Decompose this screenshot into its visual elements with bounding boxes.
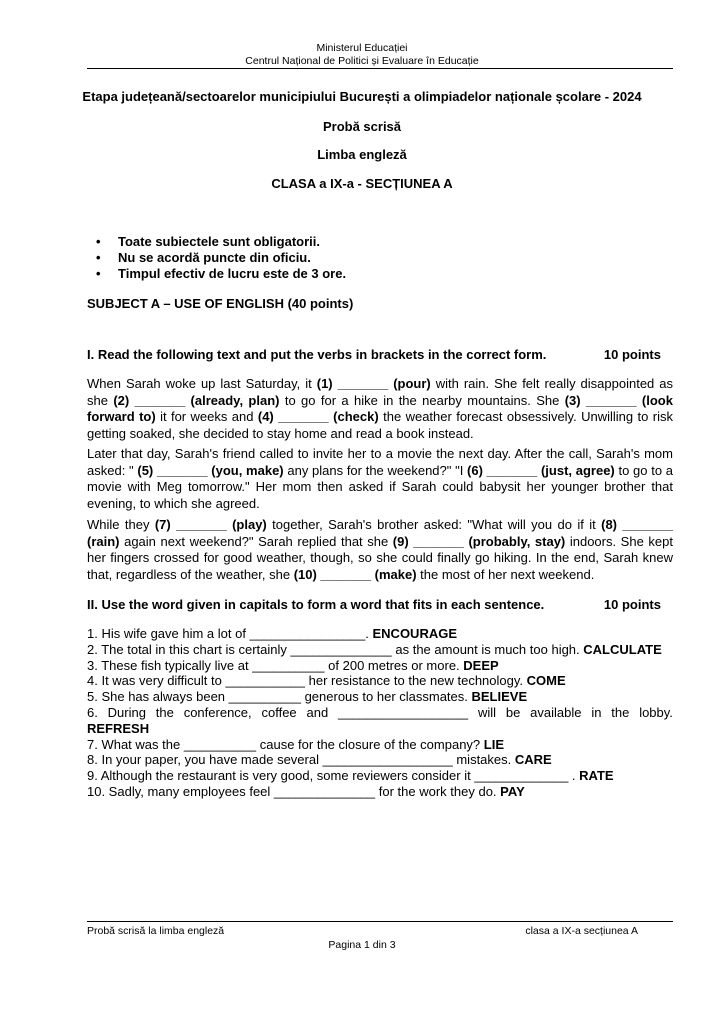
list-item: 7. What was the __________ cause for the closure of the company? LIE [87, 736, 505, 752]
footer-divider [87, 921, 673, 922]
instruction-item: • Toate subiectele sunt obligatorii. [96, 234, 321, 249]
instruction-item: • Nu se acordă puncte din oficiu. [96, 250, 311, 265]
list-item: 3. These fish typically live at __________ of 200 metres or more. DEEP [87, 657, 499, 673]
list-item: 10. Sadly, many employees feel ______________ for the work they do. PAY [87, 783, 525, 799]
part1-paragraph-1: When Sarah woke up last Saturday, it (1) _______ (pour) with rain. She felt really disappointed as she (2) _______ (already, plan) to go for a hike in the nearby mountains. She (3) _______ (look forward to) it for weeks and (4) _______ (check) the weather forecast obsessively. Unwilling to risk getting soaked, she decided to stay home and read a book instead. [87, 376, 673, 441]
header-divider [87, 68, 673, 69]
page-number: Pagina 1 din 3 [328, 939, 396, 951]
header-center: Centrul Național de Politici și Evaluare în Educație [245, 55, 479, 67]
list-item: 9. Although the restaurant is very good, some reviewers consider it _____________ . RATE [87, 768, 614, 784]
instruction-item: • Timpul efectiv de lucru este de 3 ore. [96, 266, 347, 281]
part2-points: 10 points [603, 597, 661, 612]
list-item-keyword: REFRESH [87, 720, 150, 736]
part2-items [87, 626, 673, 800]
footer-left: Probă scrisă la limba engleză [87, 925, 225, 937]
exam-subject: Limba engleză [317, 147, 407, 162]
list-item: 4. It was very difficult to ___________ her resistance to the new technology. COME [87, 673, 566, 689]
exam-class: CLASA a IX-a - SECȚIUNEA A [271, 176, 453, 191]
part2-heading: II. Use the word given in capitals to form a word that fits in each sentence. 10 points [87, 597, 661, 612]
list-item: 5. She has always been __________ generous to her classmates. BELIEVE [87, 689, 528, 705]
header-ministry: Ministerul Educației [316, 42, 408, 54]
list-item: 2. The total in this chart is certainly ______________ as the amount is much too high. CALCULATE [87, 641, 662, 657]
list-item: 8. In your paper, you have made several __________________ mistakes. CARE [87, 752, 552, 768]
footer-right: clasa a IX-a secțiunea A [525, 925, 638, 937]
part1-heading: I. Read the following text and put the verbs in brackets in the correct form. 10 points [87, 347, 661, 362]
list-item: 6. During the conference, coffee and __________________ will be available in the lobby. [87, 704, 673, 720]
exam-type: Probă scrisă [322, 119, 402, 134]
list-item: 1. His wife gave him a lot of ________________. ENCOURAGE [87, 626, 458, 641]
part1-points: 10 points [603, 347, 661, 362]
exam-title: Etapa județeană/sectoarelor municipiului București a olimpiadelor naționale școlare - 2024 [82, 89, 642, 104]
part1-paragraph-2: Later that day, Sarah's friend called to invite her to a movie the next day. After the call, Sarah's mom asked: " (5) _______ (you, make) any plans for the weekend?" "I (6) _______ (just, agree) to go to a movie with Meg tomorrow." Her mom then asked if Sarah could babysit her younger brother that evening, to which she agreed. [87, 446, 674, 511]
subject-heading: SUBJECT A – USE OF ENGLISH (40 points) [87, 296, 354, 311]
part1-paragraph-3: While they (7) _______ (play) together, Sarah's brother asked: "What will you do if it (8) _______ (rain) again next weekend?" Sarah replied that she (9) _______ (probably, stay) indoors. She kept her fingers crossed for good weather, though, so she could finally go hiking. In the end, Sarah knew that, regardless of the weather, she (10) _______ (make) the most of her next weekend. [87, 517, 673, 582]
